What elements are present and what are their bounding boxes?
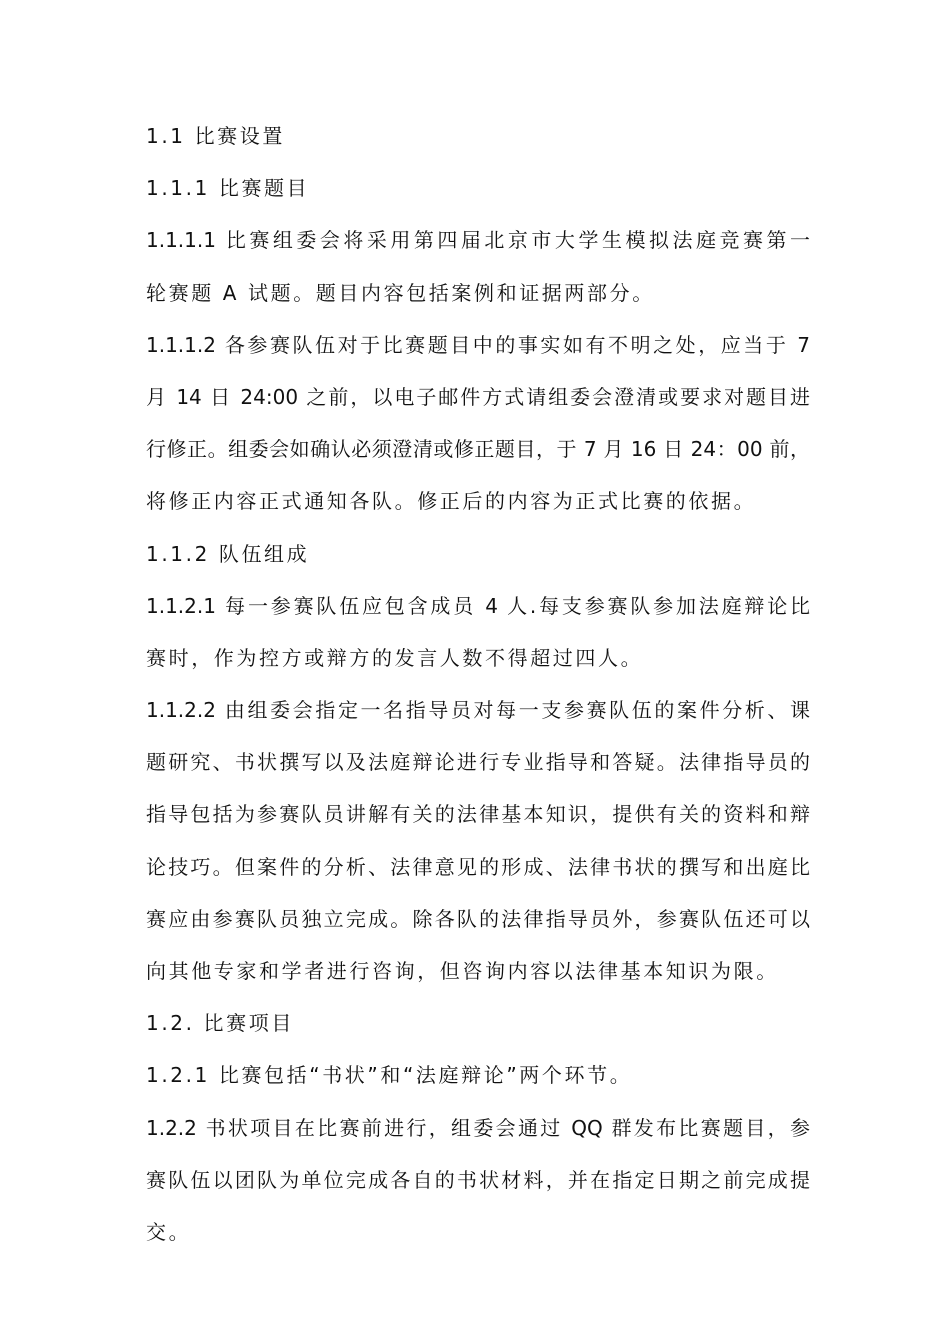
paragraph-line: 轮赛题 A 试题。题目内容包括案例和证据两部分。 (146, 280, 655, 305)
paragraph-line: 1.1.2.2 由组委会指定一名指导员对每一支参赛队伍的案件分析、课 (146, 698, 810, 723)
paragraph-line: 1.1.1.2 各参赛队伍对于比赛题目中的事实如有不明之处，应当于 7 (146, 332, 810, 357)
paragraph-line: 将修正内容正式通知各队。修正后的内容为正式比赛的依据。 (146, 489, 757, 514)
paragraph-line: 月 14 日 24:00 之前，以电子邮件方式请组委会澄清或要求对题目进 (146, 384, 810, 409)
document-body (146, 114, 810, 1262)
paragraph-line: 题研究、书状撰写以及法庭辩论进行专业指导和答疑。法律指导员的 (146, 750, 810, 775)
subsection-heading-1-1-1: 1.1.1 比赛题目 (146, 176, 310, 201)
paragraph-line: 赛队伍以团队为单位完成各自的书状材料，并在指定日期之前完成提 (146, 1167, 810, 1192)
section-heading-1-1: 1.1 比赛设置 (146, 124, 285, 148)
paragraph-line: 论技巧。但案件的分析、法律意见的形成、法律书状的撰写和出庭比 (146, 854, 810, 879)
paragraph-line: 指导包括为参赛队员讲解有关的法律基本知识，提供有关的资料和辩 (146, 802, 810, 827)
paragraph-line: 1.1.1.1 比赛组委会将采用第四届北京市大学生模拟法庭竞赛第一 (146, 228, 810, 253)
subsection-heading-1-1-2: 1.1.2 队伍组成 (146, 541, 310, 566)
paragraph-line: 赛时，作为控方或辩方的发言人数不得超过四人。 (146, 645, 644, 670)
paragraph-line: 1.2.2 书状项目在比赛前进行，组委会通过 QQ 群发布比赛题目，参 (146, 1115, 810, 1140)
paragraph-line: 1.2.1 比赛包括“书状”和“法庭辩论”两个环节。 (146, 1063, 633, 1088)
paragraph-line: 赛应由参赛队员独立完成。除各队的法律指导员外，参赛队伍还可以 (146, 906, 810, 931)
paragraph-line: 1.1.2.1 每一参赛队伍应包含成员 4 人.每支参赛队参加法庭辩论比 (146, 593, 810, 618)
section-heading-1-2: 1.2. 比赛项目 (146, 1011, 294, 1036)
paragraph-line: 向其他专家和学者进行咨询，但咨询内容以法律基本知识为限。 (146, 959, 779, 983)
paragraph-line: 交。 (146, 1219, 192, 1244)
paragraph-line: 行修正。组委会如确认必须澄清或修正题目，于 7 月 16 日 24：00 前， (146, 437, 810, 462)
